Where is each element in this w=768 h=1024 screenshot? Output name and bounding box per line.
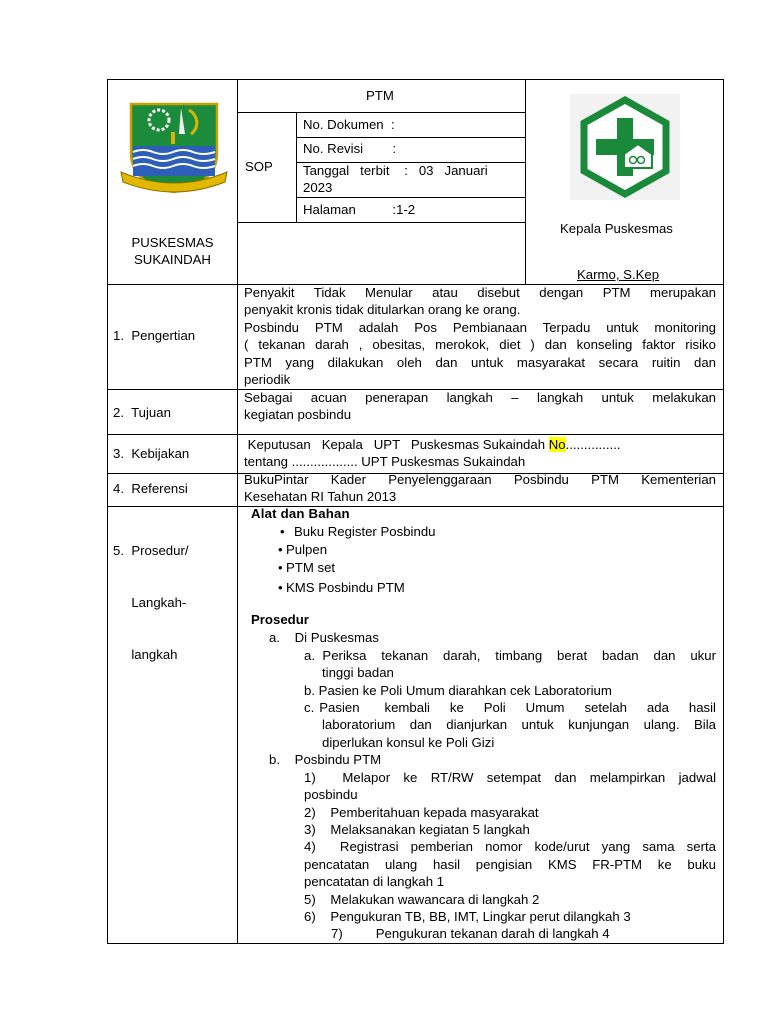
- head-name-signature: Karmo, S.Kep: [577, 267, 660, 282]
- section-label-kebijakan: 3. Kebijakan: [113, 446, 190, 461]
- section-label-referensi: 4. Referensi: [113, 481, 188, 496]
- page-count-field: Halaman :1-2: [303, 202, 416, 217]
- sop-label: SOP: [245, 159, 273, 174]
- document-title: PTM: [366, 88, 394, 103]
- section-label-pengertian: 1. Pengertian: [113, 328, 196, 343]
- procedure-title: Prosedur: [251, 612, 309, 628]
- highlighted-text: No: [548, 437, 566, 452]
- issue-date-field: Tanggal terbit : 03 Januari: [303, 163, 488, 178]
- head-title: Kepala Puskesmas: [560, 221, 673, 236]
- sublist-title-posbindu: b. Posbindu PTM: [269, 752, 382, 768]
- section-content-kebijakan: Keputusan Kepala UPT Puskesmas Sukaindah No............... tentang .................. UPT Puskesmas Sukaindah: [244, 437, 621, 470]
- section-label-tujuan: 2. Tujuan: [113, 405, 171, 420]
- list-item: • Buku Register Posbindu: [280, 524, 436, 540]
- list-item: • KMS Posbindu PTM: [278, 579, 405, 595]
- regional-emblem-logo: [119, 98, 229, 194]
- divider: [237, 112, 525, 113]
- sublist-title-puskesmas: a. Di Puskesmas: [269, 630, 379, 646]
- list-item: • PTM set: [278, 560, 336, 576]
- divider: [237, 222, 525, 223]
- puskesmas-logo: [570, 94, 680, 200]
- revision-number-field: No. Revisi :: [303, 141, 397, 156]
- section-content-prosedur: [244, 505, 716, 943]
- divider: [525, 80, 526, 284]
- section-content-pengertian: Penyakit Tidak Menular atau disebut dengan PTM merupakan penyakit kronis tidak ditularkan orang ke orang. Posbindu PTM adalah Pos Pembianaan Terpadu untuk monitoring ( tekanan darah , obesitas, merokok, diet ) dan konseling faktor risiko PTM yang dilakukan oleh dan untuk masyarakat secara ruitin dan periodik: [244, 285, 716, 388]
- divider: [237, 80, 238, 944]
- tools-title: Alat dan Bahan: [251, 506, 350, 521]
- section-content-referensi: BukuPintar Kader Penyelenggaraan Posbindu PTM Kementerian Kesehatan RI Tahun 2013: [244, 472, 716, 505]
- divider: [108, 434, 724, 435]
- list-item: • Pulpen: [278, 541, 328, 557]
- divider: [296, 197, 525, 198]
- divider: [296, 112, 297, 222]
- document-number-field: No. Dokumen :: [303, 117, 395, 132]
- sop-document: [107, 79, 724, 944]
- section-content-tujuan: Sebagai acuan penerapan langkah – langkah untuk melakukan kegiatan posbindu: [244, 390, 716, 423]
- sublist-posbindu: 1) Melapor ke RT/RW setempat dan melampirkan jadwal posbindu 2) Pemberitahuan kepada masyarakat 3) Melaksanakan kegiatan 5 langkah 4) Registrasi pemberian nomor kode/urut yang sama serta pencatatan ulang hasil pengisian KMS FR-PTM ke buku pencatatan di langkah 1 5) Melakukan wawancara di langkah 2 6) Pengukuran TB, BB, IMT, Lingkar perut dilangkah 3 7) Pengukuran tekanan darah di langkah 4: [304, 769, 716, 942]
- section-label-prosedur: 5. Prosedur/ Langkah- langkah: [113, 542, 189, 663]
- issue-date-year: 2023: [303, 180, 333, 195]
- organization-name: PUSKESMAS SUKAINDAH: [131, 235, 214, 268]
- divider: [296, 137, 525, 138]
- sublist-puskesmas: a. Periksa tekanan darah, timbang berat badan dan ukur tinggi badan b. Pasien ke Poli Umum diarahkan cek Laboratorium c. Pasien kembali ke Poli Umum setelah ada hasil laboratorium dan dianjurkan untuk kunjungan ulang. Bila diperlukan konsul ke Poli Gizi: [304, 647, 716, 750]
